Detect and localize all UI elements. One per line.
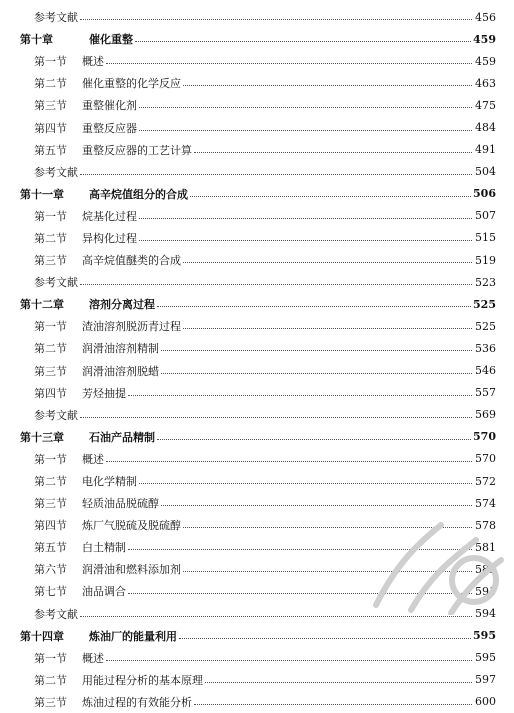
dot-leader — [194, 693, 472, 705]
toc-entry-number: 第一节 — [34, 320, 67, 334]
dot-leader — [161, 494, 472, 506]
toc-entry-title: 参考文献 — [34, 276, 78, 290]
toc-reference-row[interactable] — [0, 603, 514, 625]
toc-page-number: 595 — [473, 629, 496, 643]
toc-entry-title: 参考文献 — [34, 607, 78, 621]
dot-leader — [128, 384, 472, 396]
toc-page-number: 456 — [475, 10, 496, 24]
toc-page-number: 581 — [475, 540, 496, 554]
toc-entry-number: 第一节 — [34, 651, 67, 665]
toc-entry-number: 第三节 — [34, 254, 67, 268]
toc-entry-number: 第十章 — [20, 33, 53, 47]
toc-section-row[interactable] — [0, 492, 514, 514]
toc-entry-title: 轻质油品脱硫醇 — [82, 497, 159, 511]
toc-page-number: 525 — [475, 319, 496, 333]
toc-entry-number: 第二节 — [34, 475, 67, 489]
toc-page-number: 523 — [475, 275, 496, 289]
toc-entry-title: 石油产品精制 — [89, 430, 155, 444]
dot-leader — [183, 74, 472, 86]
toc-entry-number: 第十一章 — [20, 187, 64, 201]
toc-page-number: 484 — [475, 121, 496, 135]
toc-entry-number: 第二节 — [34, 231, 67, 245]
toc-page-number: 557 — [475, 386, 496, 400]
toc-entry-title: 概述 — [82, 55, 104, 69]
table-of-contents — [0, 6, 514, 713]
toc-entry-number: 第三节 — [34, 695, 67, 709]
toc-entry-title: 异构化过程 — [82, 231, 137, 245]
toc-entry-title: 重整反应器 — [82, 121, 137, 135]
toc-entry-number: 第六节 — [34, 563, 67, 577]
toc-entry-title: 炼厂气脱硫及脱硫醇 — [82, 519, 181, 533]
toc-section-row[interactable] — [0, 94, 514, 116]
toc-entry-title: 烷基化过程 — [82, 209, 137, 223]
toc-reference-row[interactable] — [0, 161, 514, 183]
toc-page-number: 600 — [475, 695, 496, 709]
toc-page-number: 507 — [475, 209, 496, 223]
dot-leader — [80, 406, 472, 418]
dot-leader — [183, 317, 472, 329]
toc-entry-number: 第四节 — [34, 121, 67, 135]
toc-chapter-row[interactable] — [0, 625, 514, 647]
toc-entry-title: 炼油厂的能量利用 — [89, 629, 177, 643]
toc-page-number: 578 — [475, 518, 496, 532]
dot-leader — [80, 163, 472, 175]
toc-entry-title: 润滑油和燃料添加剂 — [82, 563, 181, 577]
toc-page-number: 570 — [475, 452, 496, 466]
toc-page-number: 536 — [475, 341, 496, 355]
toc-entry-title: 电化学精制 — [82, 475, 137, 489]
toc-entry-number: 第一节 — [34, 209, 67, 223]
toc-entry-number: 第二节 — [34, 342, 67, 356]
toc-section-row[interactable] — [0, 360, 514, 382]
toc-chapter-row[interactable] — [0, 293, 514, 315]
dot-leader — [190, 185, 471, 197]
dot-leader — [139, 96, 472, 108]
toc-section-row[interactable] — [0, 514, 514, 536]
toc-reference-row[interactable] — [0, 271, 514, 293]
toc-page-number: 463 — [475, 76, 496, 90]
toc-section-row[interactable] — [0, 448, 514, 470]
toc-page-number: 546 — [475, 364, 496, 378]
toc-entry-title: 概述 — [82, 452, 104, 466]
dot-leader — [194, 141, 472, 153]
dot-leader — [205, 671, 472, 683]
toc-entry-number: 第十二章 — [20, 298, 64, 312]
dot-leader — [161, 339, 472, 351]
dot-leader — [157, 428, 471, 440]
toc-entry-number: 第七节 — [34, 585, 67, 599]
dot-leader — [183, 516, 472, 528]
dot-leader — [139, 229, 472, 241]
dot-leader — [161, 362, 472, 374]
dot-leader — [106, 52, 472, 64]
toc-entry-number: 第三节 — [34, 99, 67, 113]
toc-entry-title: 高辛烷值组分的合成 — [89, 187, 188, 201]
toc-entry-title: 溶剂分离过程 — [89, 298, 155, 312]
toc-section-row[interactable] — [0, 72, 514, 94]
toc-entry-number: 第三节 — [34, 497, 67, 511]
dot-leader — [80, 8, 472, 20]
toc-page-number: 574 — [475, 496, 496, 510]
toc-entry-title: 油品调合 — [82, 585, 126, 599]
dot-leader — [128, 538, 472, 550]
toc-page-number: 506 — [473, 187, 496, 201]
dot-leader — [157, 295, 471, 307]
dot-leader — [106, 649, 472, 661]
toc-page-number: 591 — [475, 584, 496, 598]
toc-chapter-row[interactable] — [0, 183, 514, 205]
toc-entry-number: 第四节 — [34, 519, 67, 533]
toc-entry-title: 渣油溶剂脱沥青过程 — [82, 320, 181, 334]
toc-page-number: 569 — [475, 408, 496, 422]
toc-section-row[interactable] — [0, 669, 514, 691]
toc-entry-number: 第五节 — [34, 143, 67, 157]
toc-entry-title: 参考文献 — [34, 165, 78, 179]
toc-section-row[interactable] — [0, 227, 514, 249]
toc-entry-number: 第五节 — [34, 541, 67, 555]
toc-page-number: 515 — [475, 231, 496, 245]
toc-page-number: 572 — [475, 474, 496, 488]
toc-page-number: 475 — [475, 98, 496, 112]
toc-page-number: 459 — [475, 54, 496, 68]
toc-page-number: 595 — [475, 651, 496, 665]
toc-section-row[interactable] — [0, 691, 514, 713]
toc-section-row[interactable] — [0, 580, 514, 602]
toc-page-number: 525 — [473, 297, 496, 311]
toc-entry-title: 高辛烷值醚类的合成 — [82, 254, 181, 268]
toc-section-row[interactable] — [0, 337, 514, 359]
toc-page-number: 459 — [473, 32, 496, 46]
toc-entry-number: 第十三章 — [20, 430, 64, 444]
toc-section-row[interactable] — [0, 536, 514, 558]
toc-entry-title: 润滑油溶剂脱蜡 — [82, 364, 159, 378]
toc-entry-title: 润滑油溶剂精制 — [82, 342, 159, 356]
dot-leader — [128, 582, 472, 594]
toc-page-number: 519 — [475, 253, 496, 267]
toc-entry-title: 参考文献 — [34, 11, 78, 25]
toc-section-row[interactable] — [0, 139, 514, 161]
toc-page-number: 504 — [475, 165, 496, 179]
toc-entry-title: 白土精制 — [82, 541, 126, 555]
toc-page-number: 491 — [475, 143, 496, 157]
toc-reference-row[interactable] — [0, 404, 514, 426]
toc-entry-title: 用能过程分析的基本原理 — [82, 673, 203, 687]
toc-entry-title: 参考文献 — [34, 408, 78, 422]
toc-section-row[interactable] — [0, 470, 514, 492]
toc-section-row[interactable] — [0, 50, 514, 72]
dot-leader — [179, 627, 471, 639]
toc-page-number: 597 — [475, 673, 496, 687]
dot-leader — [135, 30, 471, 42]
toc-page-number: 570 — [473, 430, 496, 444]
dot-leader — [183, 251, 472, 263]
toc-entry-number: 第十四章 — [20, 629, 64, 643]
dot-leader — [139, 119, 472, 131]
toc-entry-title: 重整反应器的工艺计算 — [82, 143, 192, 157]
dot-leader — [80, 273, 472, 285]
toc-section-row[interactable] — [0, 558, 514, 580]
toc-entry-title: 催化重整 — [89, 33, 133, 47]
toc-entry-number: 第一节 — [34, 55, 67, 69]
toc-entry-title: 重整催化剂 — [82, 99, 137, 113]
toc-section-row[interactable] — [0, 116, 514, 138]
toc-entry-title: 芳烃抽提 — [82, 386, 126, 400]
toc-entry-title: 炼油过程的有效能分析 — [82, 695, 192, 709]
toc-reference-row[interactable] — [0, 6, 514, 28]
toc-entry-number: 第二节 — [34, 77, 67, 91]
toc-section-row[interactable] — [0, 315, 514, 337]
toc-chapter-row[interactable] — [0, 426, 514, 448]
toc-entry-title: 催化重整的化学反应 — [82, 77, 181, 91]
toc-page-number: 594 — [475, 607, 496, 621]
toc-section-row[interactable] — [0, 647, 514, 669]
toc-chapter-row[interactable] — [0, 28, 514, 50]
toc-entry-number: 第三节 — [34, 364, 67, 378]
dot-leader — [106, 450, 472, 462]
toc-entry-number: 第四节 — [34, 386, 67, 400]
dot-leader — [139, 207, 472, 219]
toc-section-row[interactable] — [0, 382, 514, 404]
toc-section-row[interactable] — [0, 249, 514, 271]
toc-section-row[interactable] — [0, 205, 514, 227]
toc-entry-number: 第一节 — [34, 452, 67, 466]
toc-entry-number: 第二节 — [34, 673, 67, 687]
dot-leader — [139, 472, 472, 484]
dot-leader — [183, 560, 472, 572]
toc-page-number: 583 — [475, 562, 496, 576]
toc-entry-title: 概述 — [82, 651, 104, 665]
